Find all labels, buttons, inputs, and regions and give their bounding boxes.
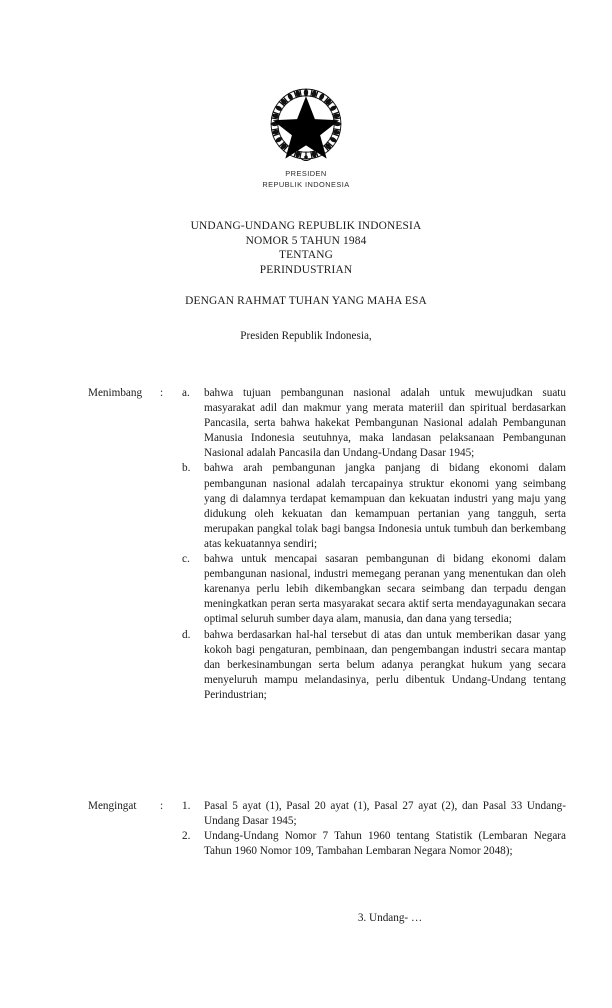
mengingat-text-2: Undang-Undang Nomor 7 Tahun 1960 tentang Statistik (Lembaran Negara Tahun 1960 Nomor 109, Tambahan Lembaran Negara Nomor 2048); [204,830,566,858]
menimbang-text-d: bahwa berdasarkan hal-hal tersebut di atas dan untuk memberikan dasar yang kokoh bagi pengaturan, pembinaan, dan pengembangan industri secara mantap dan berkesinambungan serta belum adanya perangkat hukum yang secara menyeluruh mampu melandasinya, perlu dibentuk Undang-Undang tentang Perindustrian; [204,628,566,701]
emblem-caption-line-2: REPUBLIK INDONESIA [262,179,350,189]
list-item [182,461,566,552]
menimbang-marker-c: c. [182,553,190,566]
emblem-caption-line-1: PRESIDEN [285,169,327,178]
signatory-line: Presiden Republik Indonesia, [240,330,372,342]
title-line-subject: PERINDUSTRIAN [259,263,353,276]
menimbang-row [88,386,566,703]
menimbang-label: Menimbang [88,387,143,399]
mengingat-section [88,799,566,859]
title-line-tentang: TENTANG [279,249,333,262]
title-line-law-name: UNDANG-UNDANG REPUBLIK INDONESIA [190,220,422,232]
emblem-caption [0,169,612,190]
menimbang-marker-d: d. [182,628,191,641]
page-continuation-marker [0,911,612,926]
menimbang-colon: : [160,387,164,399]
mengingat-text-1: Pasal 5 ayat (1), Pasal 20 ayat (1), Pasal 27 ayat (2), dan Pasal 33 Undang-Undang Dasar 1945; [204,800,566,828]
document-title-block [0,219,612,277]
list-item [182,799,566,829]
menimbang-marker-a: a. [182,387,190,399]
mengingat-marker-2: 2. [182,830,191,843]
mengingat-items [182,799,566,859]
menimbang-text-c: bahwa untuk mencapai sasaran pembangunan di bidang ekonomi dalam pembangunan nasional, industri memegang peranan yang menentukan dan oleh karenanya perlu lebih dikembangkan secara seimbang dan terpadu dengan meningkatkan peran serta masyarakat secara aktif serta mendayagunakan secara optimal seluruh sumber daya alam, manusia, dan dana yang tersedia; [204,553,566,626]
menimbang-text-b: bahwa arah pembangunan jangka panjang di bidang ekonomi dalam pembangunan nasional adalah tercapainya struktur ekonomi yang seimbang yang di dalamnya terdapat kemampuan dan kekuatan industri yang maju yang didukung oleh kekuatan dan kemampuan pertanian yang tangguh, serta merupakan pangkal tolak bagi bangsa Indonesia untuk tumbuh dan berkembang atas kekuatannya sendiri; [204,462,566,550]
menimbang-marker-b: b. [182,462,191,475]
presidential-emblem-block [0,82,612,190]
menimbang-section [88,386,566,703]
menimbang-text-a: bahwa tujuan pembangunan nasional adalah untuk mewujudkan suatu masyarakat adil dan makmur yang merata materiil dan spiritual berdasarkan Pancasila, serta bahwa hakekat Pembangunan Nasional adalah Pembangunan Manusia Indonesia seutuhnya, maka landasan pelaksanaan Pembangunan Nasional adalah Pancasila dan Undang-Undang Dasar 1945; [204,387,566,460]
menimbang-items [182,386,566,703]
list-item [182,386,566,461]
mengingat-row [88,799,566,859]
decree-invocation-line: DENGAN RAHMAT TUHAN YANG MAHA ESA [185,295,427,307]
mengingat-label: Mengingat [88,800,137,812]
list-item [182,628,566,703]
title-line-number: NOMOR 5 TAHUN 1984 [245,234,367,247]
mengingat-marker-1: 1. [182,800,191,812]
list-item [182,552,566,627]
continuation-text: 3. Undang- … [357,912,423,924]
indonesia-presidential-seal-icon [264,82,348,166]
mengingat-colon: : [160,800,164,812]
list-item [182,829,566,859]
